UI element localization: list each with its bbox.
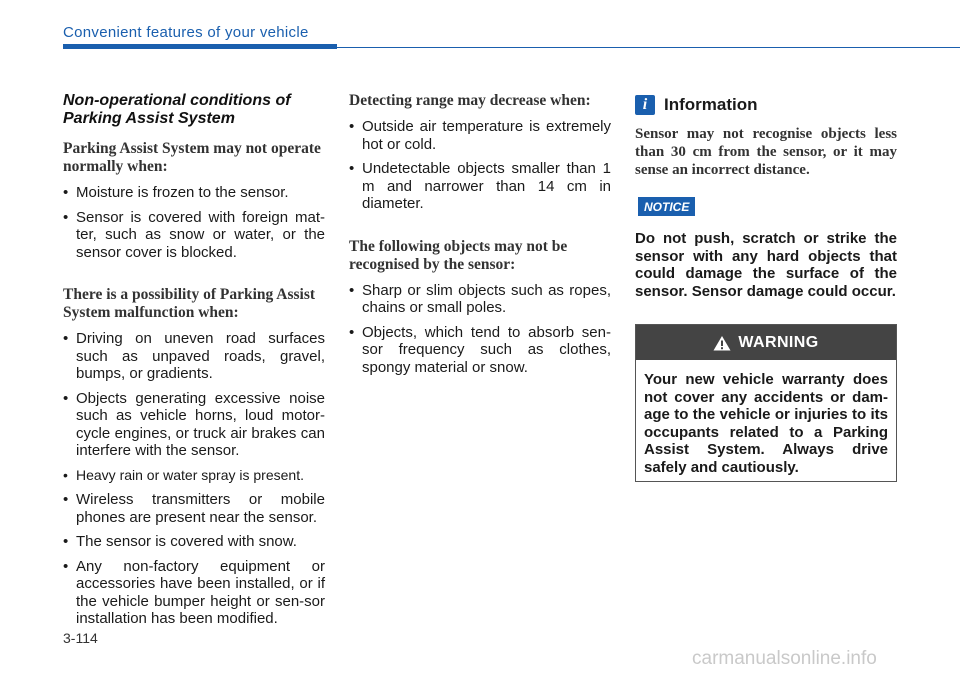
subheading-not-operate: Parking Assist System may not operate normally when: xyxy=(63,140,321,175)
list-range xyxy=(349,118,611,213)
list-item: • The sensor is covered with snow. xyxy=(63,533,325,551)
subheading-malfunction: There is a possibility of Parking Assist System malfunction when: xyxy=(63,286,316,321)
warning-label: WARNING xyxy=(738,333,819,351)
section-title: Convenient features of your vehicle xyxy=(63,24,309,41)
warning-text: Your new vehicle warranty does not cover any accidents or dam-age to the vehicle or injuries to its occupants related to a Parking Assist System. Always drive safely and cautiously. xyxy=(644,371,888,476)
list-item: • Objects, which tend to absorb sen-sor frequency such as clothes, spongy material or snow. xyxy=(349,324,611,377)
subheading-range: Detecting range may decrease when: xyxy=(349,92,591,109)
watermark: carmanualsonline.info xyxy=(692,648,877,669)
list-item: • Sensor is covered with foreign mat-ter, such as snow or water, or the sensor cover is blocked. xyxy=(63,209,325,262)
list-item: • Driving on uneven road surfaces such as unpaved roads, gravel, bumps, or gradients. xyxy=(63,330,325,383)
list-item: • Outside air temperature is extremely hot or cold. xyxy=(349,118,611,153)
list-item: • Any non-factory equipment or accessories have been installed, or if the vehicle bumper height or sen-sor installation has been modified. xyxy=(63,558,325,628)
information-text: Sensor may not recognise objects less than 30 cm from the sensor, or it may sense an incorrect distance. xyxy=(635,126,897,178)
list-item: • Undetectable objects smaller than 1 m and narrower than 14 cm in diameter. xyxy=(349,160,611,213)
warning-triangle-icon xyxy=(713,335,731,351)
list-item: • Objects generating excessive noise such as vehicle horns, loud motor-cycle engines, or truck air brakes can interfere with the sensor. xyxy=(63,390,325,460)
header-rule-thin xyxy=(337,47,960,48)
subheading-objects: The following objects may not be recognised by the sensor: xyxy=(349,237,568,273)
page-number: 3-114 xyxy=(63,630,98,646)
section-heading: Non-operational conditions of Parking Assist System xyxy=(63,92,291,127)
list-item: • Wireless transmitters or mobile phones are present near the sensor. xyxy=(63,491,325,526)
notice-badge: NOTICE xyxy=(638,197,695,216)
column-right xyxy=(635,92,897,300)
list-objects xyxy=(349,282,611,377)
notice-text: Do not push, scratch or strike the sensor with any hard objects that could damage the surface of the sensor. Sensor damage could occur. xyxy=(635,230,897,300)
list-item: • Sharp or slim objects such as ropes, chains or small poles. xyxy=(349,282,611,317)
header-rule-thick xyxy=(63,44,337,49)
list-malfunction xyxy=(63,330,325,628)
information-title: Information xyxy=(664,95,758,114)
warning-box xyxy=(635,324,897,482)
list-not-operate xyxy=(63,184,325,261)
column-middle xyxy=(349,92,611,383)
list-item: • Heavy rain or water spray is present. xyxy=(63,467,325,485)
information-icon: i xyxy=(635,95,655,115)
information-header xyxy=(635,95,897,115)
column-left xyxy=(63,92,325,635)
list-item: • Moisture is frozen to the sensor. xyxy=(63,184,325,202)
warning-bar xyxy=(636,325,896,360)
